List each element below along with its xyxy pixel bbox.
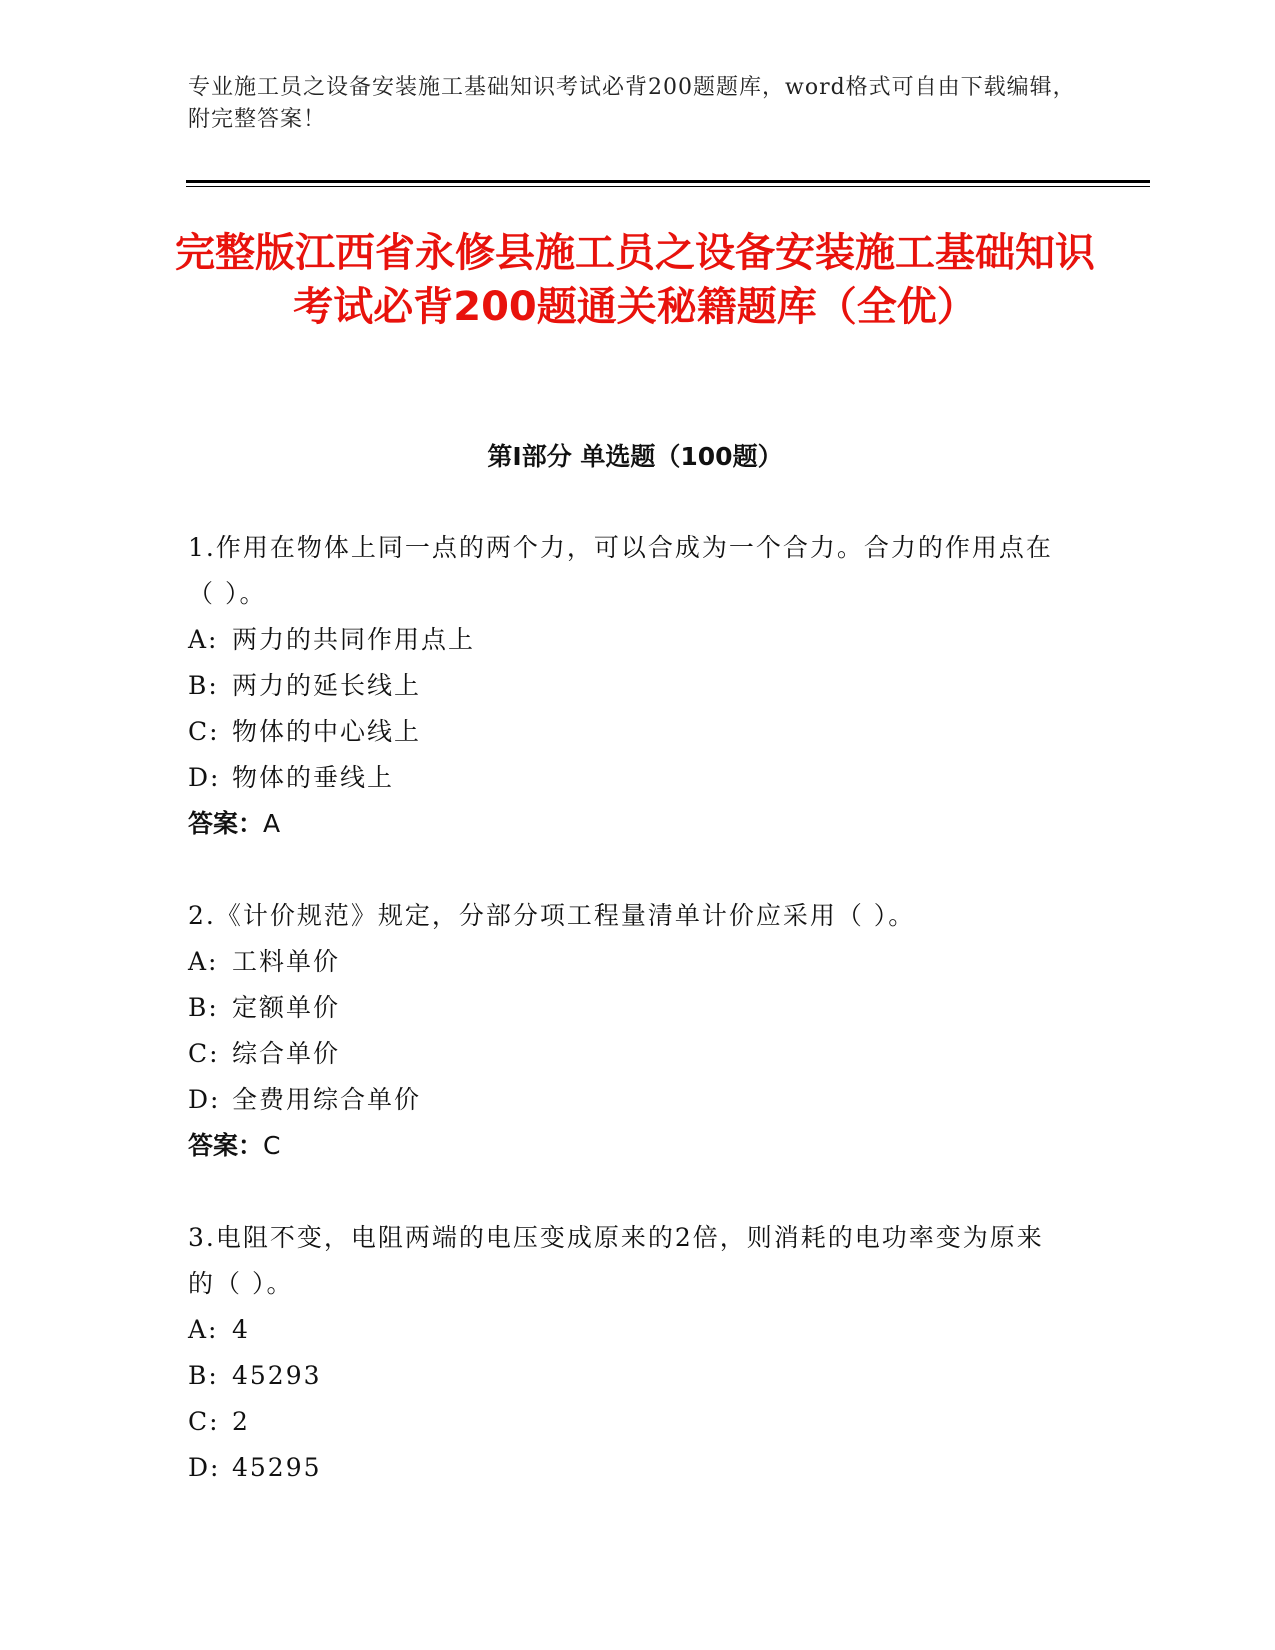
option-letter: B: [188, 671, 219, 700]
option-text: 物体的垂线上 [232, 763, 395, 792]
question-item [188, 1215, 1068, 1491]
option-text: 2 [232, 1407, 250, 1436]
option-letter: D: [188, 1453, 221, 1482]
option-b [188, 663, 1068, 709]
header-note: 专业施工员之设备安装施工基础知识考试必背200题题库，word格式可自由下载编辑，附完整答案！ [188, 75, 1076, 132]
question-stem: 2.《计价规范》规定，分部分项工程量清单计价应采用（ ）。 [188, 901, 916, 930]
answer-line [188, 1123, 1068, 1169]
question-item [188, 893, 1068, 1169]
option-text: 两力的延长线上 [232, 671, 422, 700]
option-letter: D: [188, 763, 221, 792]
option-letter: A: [188, 625, 219, 654]
option-c [188, 709, 1068, 755]
header-divider-thin [186, 186, 1150, 187]
option-d [188, 1445, 1068, 1491]
header-divider-thick [186, 180, 1150, 183]
document-title: 完整版江西省永修县施工员之设备安装施工基础知识考试必背200题通关秘籍题库（全优） [175, 230, 1095, 330]
answer-value: A [263, 809, 281, 838]
option-d [188, 1077, 1068, 1123]
section-heading: 第I部分 单选题（100题） [487, 442, 783, 471]
answer-label: 答案： [188, 809, 264, 838]
question-list [188, 525, 1068, 1537]
option-text: 4 [232, 1315, 250, 1344]
option-letter: D: [188, 1085, 221, 1114]
question-stem: 1.作用在物体上同一点的两个力，可以合成为一个合力。合力的作用点在（ ）。 [188, 533, 1053, 608]
answer-value: C [263, 1131, 281, 1160]
option-text: 45295 [232, 1453, 322, 1482]
option-c [188, 1031, 1068, 1077]
answer-label: 答案： [188, 1131, 264, 1160]
option-letter: A: [188, 1315, 219, 1344]
option-text: 45293 [232, 1361, 322, 1390]
option-text: 定额单价 [232, 993, 341, 1022]
option-text: 两力的共同作用点上 [232, 625, 476, 654]
option-a [188, 939, 1068, 985]
option-c [188, 1399, 1068, 1445]
answer-line [188, 801, 1068, 847]
option-letter: C: [188, 1039, 220, 1068]
option-text: 综合单价 [232, 1039, 341, 1068]
option-letter: B: [188, 993, 219, 1022]
option-letter: C: [188, 717, 220, 746]
option-text: 工料单价 [232, 947, 341, 976]
option-b [188, 1353, 1068, 1399]
option-a [188, 617, 1068, 663]
option-a [188, 1307, 1068, 1353]
option-letter: B: [188, 1361, 219, 1390]
option-letter: A: [188, 947, 219, 976]
question-item [188, 525, 1068, 847]
option-text: 物体的中心线上 [232, 717, 422, 746]
option-b [188, 985, 1068, 1031]
option-d [188, 755, 1068, 801]
question-stem: 3.电阻不变，电阻两端的电压变成原来的2倍，则消耗的电功率变为原来的（ ）。 [188, 1223, 1044, 1298]
option-letter: C: [188, 1407, 220, 1436]
option-text: 全费用综合单价 [232, 1085, 422, 1114]
